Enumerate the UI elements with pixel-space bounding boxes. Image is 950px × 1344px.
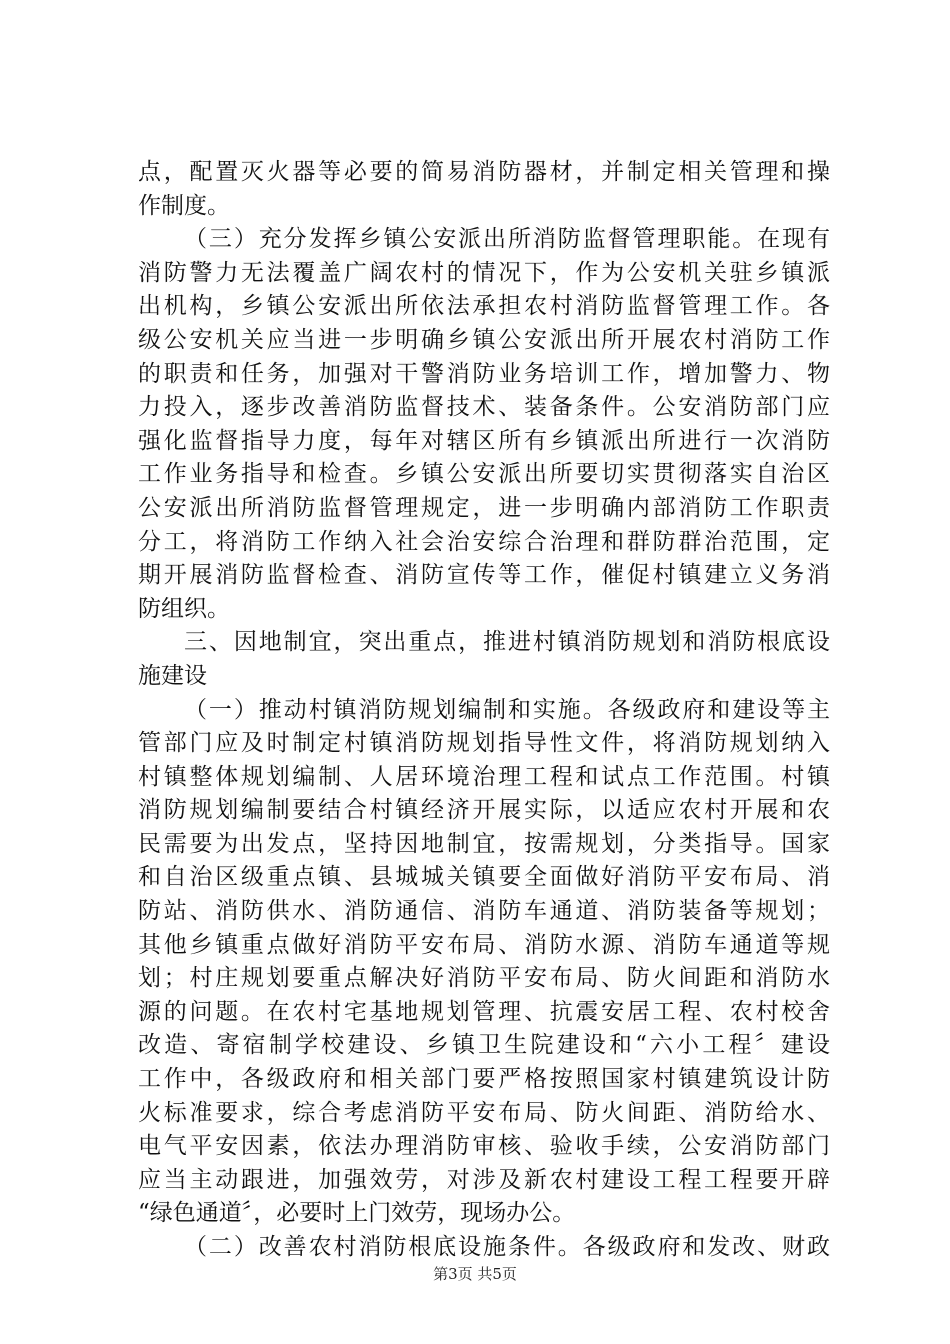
text-line: 期开展消防监督检查、消防宣传等工作，催促村镇建立义务消: [138, 562, 830, 589]
text-line: 作制度。: [138, 192, 230, 219]
text-line: 消防警力无法覆盖广阔农村的情况下，作为公安机关驻乡镇派: [138, 259, 830, 286]
text-line: 电气平安因素，依法办理消防审核、验收手续，公安消防部门: [138, 1133, 830, 1160]
text-line: 的职责和任务，加强对干警消防业务培训工作，增加警力、物: [138, 360, 830, 387]
text-line: 强化监督指导力度，每年对辖区所有乡镇派出所进行一次消防: [138, 427, 830, 454]
text-line: （二）改善农村消防根底设施条件。各级政府和发改、财政: [184, 1234, 830, 1260]
text-line: 应当主动跟进，加强效劳，对涉及新农村建设工程工程要开辟: [138, 1166, 830, 1193]
text-line: 工作业务指导和检查。乡镇公安派出所要切实贯彻落实自治区: [138, 461, 830, 488]
text-line: 力投入，逐步改善消防监督技术、装备条件。公安消防部门应: [138, 394, 830, 421]
text-line: （三）充分发挥乡镇公安派出所消防监督管理职能。在现有: [184, 226, 830, 253]
section-heading: 三、因地制宜，突出重点，推进村镇消防规划和消防根底设: [184, 629, 830, 656]
page-footer: 第3页 共5页: [433, 1265, 517, 1283]
text-line: 村镇整体规划编制、人居环境治理工程和试点工作范围。村镇: [138, 763, 830, 790]
text-line: 火标准要求，综合考虑消防平安布局、防火间距、消防给水、: [138, 1099, 830, 1126]
text-line: （一）推动村镇消防规划编制和实施。各级政府和建设等主: [184, 696, 830, 723]
text-line: 分工，将消防工作纳入社会治安综合治理和群防群治范围，定: [138, 528, 830, 555]
text-line: “绿色通道〞，必要时上门效劳，现场办公。: [138, 1200, 576, 1227]
text-line: 民需要为出发点，坚持因地制宜，按需规划，分类指导。国家: [138, 830, 830, 857]
text-line: 消防规划编制要结合村镇经济开展实际，以适应农村开展和农: [138, 797, 830, 824]
text-line: 公安派出所消防监督管理规定，进一步明确内部消防工作职责: [138, 494, 830, 521]
text-line: 管部门应及时制定村镇消防规划指导性文件，将消防规划纳入: [138, 730, 830, 757]
text-line: 源的问题。在农村宅基地规划管理、抗震安居工程、农村校舍: [138, 998, 830, 1025]
text-line: 其他乡镇重点做好消防平安布局、消防水源、消防车通道等规: [138, 931, 830, 958]
text-line: 级公安机关应当进一步明确乡镇公安派出所开展农村消防工作: [138, 326, 830, 353]
text-line: 防组织。: [138, 595, 230, 622]
document-body: [138, 156, 830, 1265]
text-line: 工作中，各级政府和相关部门要严格按照国家村镇建筑设计防: [138, 1066, 830, 1093]
text-line: 划；村庄规划要重点解决好消防平安布局、防火间距和消防水: [138, 965, 830, 992]
text-line: 点，配置灭火器等必要的简易消防器材，并制定相关管理和操: [138, 159, 830, 185]
text-line: 和自治区级重点镇、县城城关镇要全面做好消防平安布局、消: [138, 864, 830, 891]
section-heading: 施建设: [138, 662, 207, 689]
text-line: 防站、消防供水、消防通信、消防车通道、消防装备等规划；: [138, 898, 830, 925]
text-line: 出机构，乡镇公安派出所依法承担农村消防监督管理工作。各: [138, 293, 830, 320]
text-line: 改造、寄宿制学校建设、乡镇卫生院建设和“六小工程〞建设: [138, 1032, 830, 1059]
